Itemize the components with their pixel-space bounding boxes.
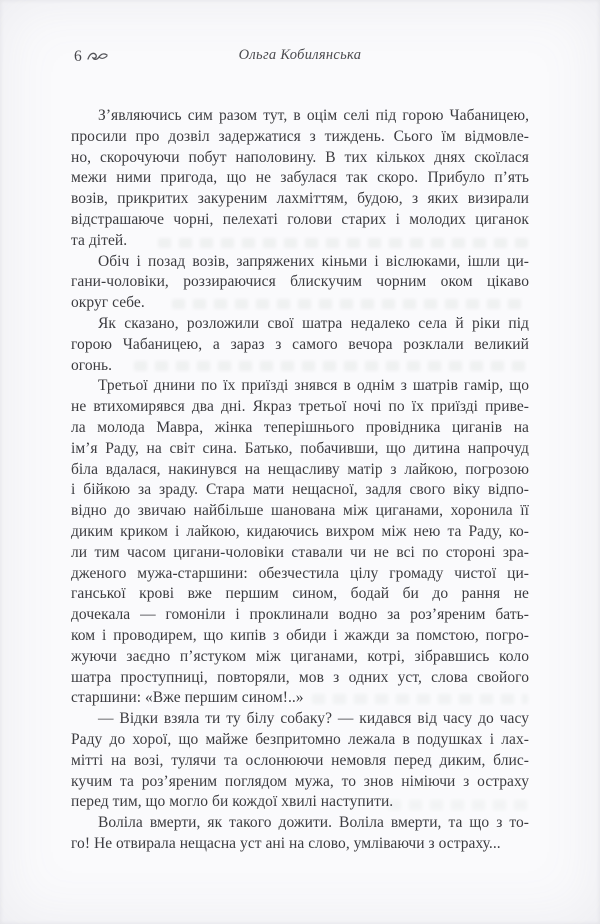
text-line: огонь. [71, 356, 113, 374]
text-line: ли тим часом цигани-чоловіки ставали чи не всі по стороні зра- [71, 543, 529, 561]
text-line: перед тим, що могло би кождої хвилі наступити. [71, 793, 394, 811]
text-line: ганської крові вже першим сином, бодай би до рання не [71, 585, 529, 603]
text-line: но, скорочуючи побут наполовину. В тих кількох днях скоїлася [71, 148, 529, 166]
paragraph [71, 376, 529, 709]
text-line: — Відки взяла ти ту білу собаку? — кидався від часу до часу [98, 710, 529, 728]
text-line: Як сказано, розложили свої шатра недалеко села й ріки під [98, 314, 529, 332]
text-line: го! Не отвирала нещасна уст ані на слово, умліваючи з остраху... [71, 834, 501, 852]
text-line: горою Чабаницею, а зараз з самого вечора розклали великий [71, 335, 529, 353]
text-line: округ себе. [71, 294, 145, 312]
text-line: біла вдалася, накинувся на нещасливу матір з лайкою, погрозою [71, 460, 529, 478]
paragraph [71, 709, 529, 813]
running-head-author: Ольга Кобилянська [238, 47, 362, 63]
text-line: возів, прикритих закуреним лахміттям, будою, з яких визирали [71, 190, 529, 208]
text-line: мітті на возі, тулячи та ослонюючи немовля перед диким, блис- [71, 751, 529, 769]
paragraph [71, 252, 529, 314]
text-line: дочекала — гомоніли і проклинали водно за роз’яреним бать- [71, 606, 529, 624]
paragraph [71, 314, 529, 376]
text-line: Обіч і позад возів, запряжених кіньми і віслюками, ішли ци- [98, 252, 529, 270]
text-line: не втихомирявся два дні. Якраз третьої ночі по їх приїзді приве- [71, 398, 529, 416]
text-line: дженого мужа-старшини: обезчестила цілу громаду чистої ци- [71, 564, 529, 582]
page-header [0, 46, 600, 68]
page-body [71, 106, 529, 855]
text-line: гани-чоловіки, роззираючися блискучим чорним оком цікаво [71, 273, 529, 291]
text-line: шатра проступниці, повторяли, мов з одних уст, слова свойого [71, 668, 529, 686]
text-line: Воліла вмерти, як такого дожити. Воліла вмерти, та що з то- [98, 814, 529, 832]
text-line: диким криком і лайкою, кидаючись вихром між нею та Раду, ко- [71, 522, 529, 540]
text-line: відстрашаюче чорні, пелехаті голови старих і молодих циганок [71, 210, 529, 228]
text-line: ім’я Раду, на світ сина. Батько, побачивши, що дитина напрочуд [71, 439, 529, 457]
paragraph [71, 813, 529, 855]
text-line: кучим та роз’яреним поглядом мужа, то знов німіючи з остраху [71, 772, 529, 790]
paragraph [71, 106, 529, 252]
text-line: З’являючись сим разом тут, в оцім селі під горою Чабаницею, [98, 107, 529, 124]
text-line: межи ними пригода, що не забулася так скоро. Прибуло п’ять [71, 169, 529, 187]
text-line: ком і проводирем, що кипів з обиди і жажди за помстою, погро- [71, 626, 529, 644]
text-line: Третьої днини по їх приїзді знявся в однім з шатрів гамір, що [98, 377, 529, 395]
text-line: та дітей. [71, 231, 128, 249]
text-line: ла молода Мавра, жінка теперішнього провідника циганів на [71, 418, 529, 436]
text-line: старшини: «Вже першим сином!..» [71, 689, 304, 707]
text-line: Раду до хорої, що майже безпритомно лежала в подушках і лах- [71, 730, 529, 748]
text-line: жуючи заєдно п’ястуком між циганами, котрі, зібравшись коло [71, 647, 529, 665]
text-line: і бійкою за зраду. Стара мати нещасної, задля свого віку відпо- [71, 481, 529, 499]
text-line: просили про дозвіл задержатися з тиждень. Сього їм відмовле- [71, 127, 529, 145]
text-line: відно до звичаю найбільше шанована між циганами, хоронила її [71, 502, 529, 520]
page-number: 6 [74, 47, 82, 65]
